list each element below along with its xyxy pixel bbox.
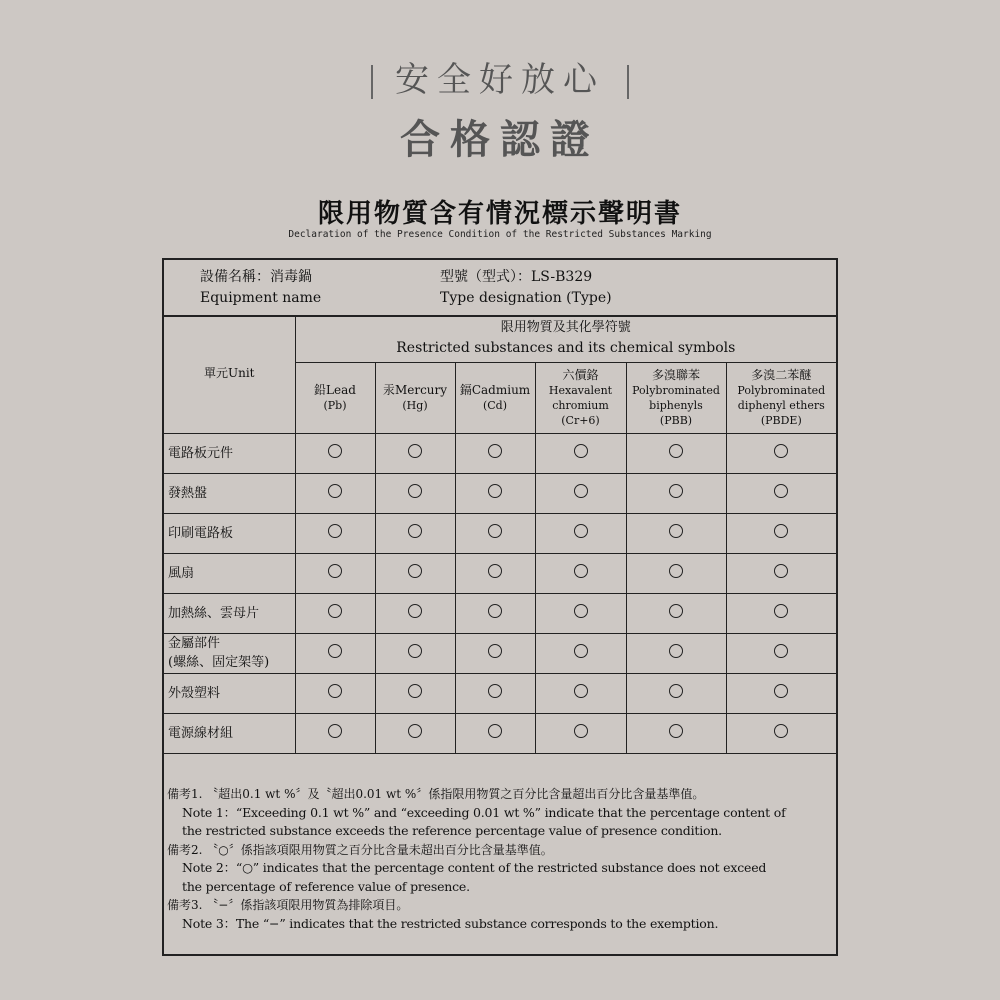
note-en: the restricted substance exceeds the reference percentage value of presence condition. xyxy=(182,823,722,838)
part-name-line1: 風扇 xyxy=(168,565,195,581)
table-row xyxy=(164,593,836,633)
part-name xyxy=(164,553,295,593)
compliance-cell xyxy=(375,473,455,513)
circle-mark-icon xyxy=(408,444,422,458)
compliance-cell xyxy=(455,553,535,593)
compliance-cell xyxy=(295,633,375,673)
note-en: Note 2：“○” indicates that the percentage content of the restricted substance does not exceed xyxy=(182,860,767,875)
note-zh: 備考1. 〝超出0.1 wt %〞及〝超出0.01 wt %〞係指限用物質之百分比含量超出百分比含量基準值。 xyxy=(167,787,705,801)
equipment-name-zh: 設備名稱：消毒鍋 xyxy=(200,269,312,285)
substance-line2: (Pb) xyxy=(323,398,347,412)
circle-mark-icon xyxy=(328,444,342,458)
circle-mark-icon xyxy=(774,684,788,698)
note-en: Note 3：The “−” indicates that the restricted substance corresponds to the exemption. xyxy=(182,915,719,931)
circle-mark-icon xyxy=(669,484,683,498)
circle-mark-icon xyxy=(574,644,588,658)
substance-line1: 汞Mercury xyxy=(382,382,448,397)
substance-line3: diphenyl ethers xyxy=(737,398,825,412)
compliance-cell xyxy=(726,713,836,753)
unit-header: 單元Unit xyxy=(164,315,295,433)
compliance-cell xyxy=(726,513,836,553)
substance-line1: 六價鉻 xyxy=(562,367,599,382)
compliance-cell xyxy=(455,433,535,473)
part-name xyxy=(164,673,295,713)
compliance-cell xyxy=(455,593,535,633)
compliance-cell xyxy=(455,473,535,513)
substance-header xyxy=(726,362,836,433)
circle-mark-icon xyxy=(328,524,342,538)
group-header-en: Restricted substances and its chemical symbols xyxy=(396,340,736,357)
circle-mark-icon xyxy=(774,604,788,618)
substance-line2: (Cd) xyxy=(482,398,508,412)
table-row xyxy=(164,713,836,753)
compliance-cell xyxy=(535,673,626,713)
compliance-cell xyxy=(375,553,455,593)
circle-mark-icon xyxy=(408,524,422,538)
compliance-cell xyxy=(726,433,836,473)
circle-mark-icon xyxy=(574,564,588,578)
circle-mark-icon xyxy=(669,724,683,738)
circle-mark-icon xyxy=(408,644,422,658)
compliance-cell xyxy=(626,473,726,513)
substance-line1: 多溴聯苯 xyxy=(651,367,700,382)
table-row xyxy=(164,513,836,553)
circle-mark-icon xyxy=(574,444,588,458)
compliance-cell xyxy=(375,673,455,713)
part-name xyxy=(164,433,295,473)
compliance-cell xyxy=(535,633,626,673)
substance-header xyxy=(375,362,455,433)
circle-mark-icon xyxy=(774,524,788,538)
compliance-cell xyxy=(295,433,375,473)
circle-mark-icon xyxy=(574,484,588,498)
table-row xyxy=(164,473,836,513)
substance-line2: Polybrominated xyxy=(632,383,720,397)
circle-mark-icon xyxy=(669,444,683,458)
compliance-cell xyxy=(375,713,455,753)
compliance-cell xyxy=(726,673,836,713)
type-designation-zh: 型號（型式）：LS-B329 xyxy=(440,269,593,285)
part-name-line1: 電源線材組 xyxy=(168,725,234,741)
part-name-line1: 發熱盤 xyxy=(168,485,208,501)
substance-line3: biphenyls xyxy=(649,398,703,412)
declaration-subtitle: Declaration of the Presence Condition of the Restricted Substances Marking xyxy=(288,229,712,240)
compliance-cell xyxy=(626,513,726,553)
compliance-cell xyxy=(726,633,836,673)
note-zh: 備考2. 〝○〞係指該項限用物質之百分比含量未超出百分比含量基準值。 xyxy=(167,842,553,857)
substance-header xyxy=(295,362,375,433)
circle-mark-icon xyxy=(669,604,683,618)
compliance-cell xyxy=(295,593,375,633)
circle-mark-icon xyxy=(328,724,342,738)
circle-mark-icon xyxy=(488,484,502,498)
substance-line4: (PBDE) xyxy=(760,413,802,427)
circle-mark-icon xyxy=(488,724,502,738)
part-name xyxy=(164,513,295,553)
table-row xyxy=(164,673,836,713)
compliance-cell xyxy=(626,713,726,753)
circle-mark-icon xyxy=(408,684,422,698)
compliance-cell xyxy=(726,553,836,593)
compliance-cell xyxy=(455,713,535,753)
parts-rows xyxy=(164,433,836,753)
compliance-cell xyxy=(295,553,375,593)
equipment-info xyxy=(164,260,836,317)
compliance-cell xyxy=(626,433,726,473)
substance-header xyxy=(626,362,726,433)
substance-line2: Polybrominated xyxy=(737,383,826,397)
substance-line2: (Hg) xyxy=(402,398,428,412)
compliance-cell xyxy=(535,433,626,473)
circle-mark-icon xyxy=(774,564,788,578)
part-name-line1: 外殼塑料 xyxy=(168,685,221,701)
substance-line4: (Cr+6) xyxy=(561,413,600,427)
compliance-cell xyxy=(626,673,726,713)
substances-group-header xyxy=(295,315,836,362)
substance-line2: Hexavalent xyxy=(548,383,613,397)
circle-mark-icon xyxy=(328,484,342,498)
circle-mark-icon xyxy=(774,644,788,658)
compliance-cell xyxy=(295,513,375,553)
part-name-line1: 加熱絲、雲母片 xyxy=(168,605,260,621)
circle-mark-icon xyxy=(408,484,422,498)
table-row xyxy=(164,633,836,673)
compliance-cell xyxy=(726,593,836,633)
tagline xyxy=(0,52,1000,101)
equipment-name-en: Equipment name xyxy=(200,290,322,306)
substance-header xyxy=(535,362,626,433)
compliance-cell xyxy=(626,553,726,593)
substance-line1: 多溴二苯醚 xyxy=(751,367,812,382)
part-name-line1: 金屬部件 xyxy=(168,636,221,651)
circle-mark-icon xyxy=(488,604,502,618)
circle-mark-icon xyxy=(408,564,422,578)
circle-mark-icon xyxy=(669,564,683,578)
compliance-cell xyxy=(535,473,626,513)
circle-mark-icon xyxy=(774,724,788,738)
substance-line1: 鉛Lead xyxy=(314,382,356,397)
divider-right xyxy=(627,65,629,99)
note-zh: 備考3. 〝−〞係指該項限用物質為排除項目。 xyxy=(167,898,409,912)
certification-headline: 合格認證 xyxy=(400,117,600,163)
type-designation-en: Type designation (Type) xyxy=(440,290,612,306)
circle-mark-icon xyxy=(774,444,788,458)
compliance-cell xyxy=(535,513,626,553)
compliance-cell xyxy=(455,673,535,713)
declaration-form xyxy=(162,258,838,956)
notes xyxy=(164,785,836,933)
circle-mark-icon xyxy=(328,564,342,578)
circle-mark-icon xyxy=(669,524,683,538)
circle-mark-icon xyxy=(328,604,342,618)
table-row xyxy=(164,433,836,473)
compliance-cell xyxy=(375,593,455,633)
compliance-cell xyxy=(295,673,375,713)
note-en: the percentage of reference value of presence. xyxy=(182,878,470,894)
compliance-cell xyxy=(455,633,535,673)
circle-mark-icon xyxy=(669,644,683,658)
group-header-zh: 限用物質及其化學符號 xyxy=(500,320,631,336)
part-name xyxy=(164,633,295,673)
compliance-cell xyxy=(455,513,535,553)
circle-mark-icon xyxy=(669,684,683,698)
circle-mark-icon xyxy=(574,524,588,538)
substance-line3: chromium xyxy=(552,398,609,412)
part-name xyxy=(164,713,295,753)
part-name-line2: (螺絲、固定架等) xyxy=(168,655,270,670)
divider-left xyxy=(371,65,373,99)
circle-mark-icon xyxy=(408,724,422,738)
compliance-cell xyxy=(295,713,375,753)
circle-mark-icon xyxy=(488,644,502,658)
note-en: Note 1：“Exceeding 0.1 wt %” and “exceeding 0.01 wt %” indicate that the percentage content of xyxy=(182,804,786,820)
circle-mark-icon xyxy=(408,604,422,618)
circle-mark-icon xyxy=(574,604,588,618)
compliance-cell xyxy=(726,473,836,513)
circle-mark-icon xyxy=(328,684,342,698)
part-name xyxy=(164,473,295,513)
circle-mark-icon xyxy=(574,684,588,698)
circle-mark-icon xyxy=(488,524,502,538)
circle-mark-icon xyxy=(774,484,788,498)
compliance-cell xyxy=(375,433,455,473)
compliance-cell xyxy=(535,593,626,633)
part-name-line1: 電路板元件 xyxy=(168,445,234,461)
circle-mark-icon xyxy=(574,724,588,738)
compliance-cell xyxy=(375,633,455,673)
part-name-line1: 印刷電路板 xyxy=(168,525,234,541)
declaration-title: 限用物質含有情況標示聲明書 xyxy=(317,199,682,229)
compliance-cell xyxy=(535,553,626,593)
restricted-substances-table xyxy=(164,315,836,754)
substance-header xyxy=(455,362,535,433)
compliance-cell xyxy=(375,513,455,553)
compliance-cell xyxy=(295,473,375,513)
circle-mark-icon xyxy=(488,564,502,578)
part-name xyxy=(164,593,295,633)
compliance-cell xyxy=(626,633,726,673)
circle-mark-icon xyxy=(488,444,502,458)
compliance-cell xyxy=(535,713,626,753)
tagline-text: 安全好放心 xyxy=(395,60,605,100)
circle-mark-icon xyxy=(488,684,502,698)
substance-line4: (PBB) xyxy=(659,413,693,427)
circle-mark-icon xyxy=(328,644,342,658)
substance-line1: 鎘Cadmium xyxy=(459,382,531,397)
table-row xyxy=(164,553,836,593)
compliance-cell xyxy=(626,593,726,633)
